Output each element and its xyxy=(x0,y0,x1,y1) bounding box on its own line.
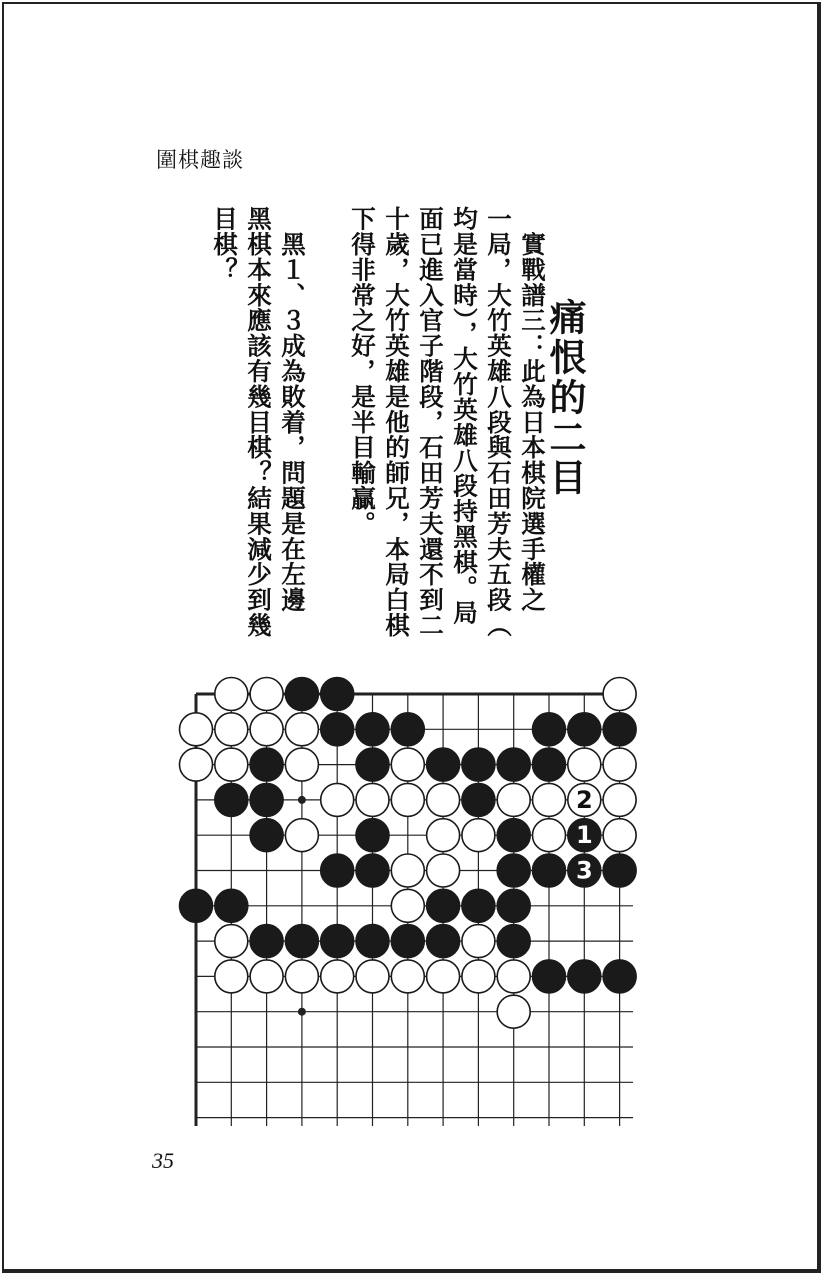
white-stone xyxy=(321,960,354,993)
white-stone xyxy=(603,819,636,852)
move-number-label: 2 xyxy=(575,785,593,814)
black-stone xyxy=(321,854,354,887)
white-stone xyxy=(427,783,460,816)
article-title: 痛恨的二目 xyxy=(543,298,586,498)
black-stone xyxy=(250,748,283,781)
white-stone xyxy=(427,819,460,852)
white-stone xyxy=(603,748,636,781)
white-stone xyxy=(180,713,213,746)
paragraph-2-column: 黑１、３成為敗着，問題是在左邊 xyxy=(278,206,307,613)
black-stone xyxy=(285,925,318,958)
white-stone xyxy=(391,960,424,993)
black-stone xyxy=(533,854,566,887)
star-point xyxy=(298,796,306,804)
black-stone xyxy=(285,678,318,711)
white-stone xyxy=(533,819,566,852)
white-stone xyxy=(250,960,283,993)
white-stone xyxy=(285,748,318,781)
black-stone xyxy=(215,783,248,816)
black-stone xyxy=(497,819,530,852)
black-stone xyxy=(568,960,601,993)
white-stone xyxy=(497,995,530,1028)
white-stone xyxy=(215,925,248,958)
white-stone xyxy=(215,713,248,746)
page-number: 35 xyxy=(152,1148,174,1173)
move-labels xyxy=(576,786,593,885)
black-stone xyxy=(603,713,636,746)
black-stone xyxy=(391,925,424,958)
black-stone xyxy=(462,783,495,816)
black-stone xyxy=(497,748,530,781)
paragraph-2-column: 黑棋本來應該有幾目棋？結果減少到幾 xyxy=(244,206,273,638)
star-point xyxy=(298,1008,306,1016)
white-stone xyxy=(391,748,424,781)
black-stone xyxy=(250,819,283,852)
white-stone xyxy=(215,748,248,781)
black-stone xyxy=(568,713,601,746)
black-stone xyxy=(603,960,636,993)
black-stone xyxy=(497,925,530,958)
black-stone xyxy=(497,854,530,887)
black-stone xyxy=(356,713,389,746)
move-number-label: 1 xyxy=(575,821,593,850)
white-stone xyxy=(568,748,601,781)
white-stone xyxy=(391,854,424,887)
black-stone xyxy=(356,748,389,781)
white-stone xyxy=(603,678,636,711)
white-stone xyxy=(497,960,530,993)
white-stone xyxy=(427,854,460,887)
white-stone xyxy=(462,960,495,993)
white-stone xyxy=(180,748,213,781)
white-stone xyxy=(250,713,283,746)
black-stone xyxy=(250,925,283,958)
move-number-label: 3 xyxy=(575,856,593,885)
black-stone xyxy=(250,783,283,816)
running-head: 圍棋趣談 xyxy=(156,148,244,172)
black-stone xyxy=(603,854,636,887)
black-stone xyxy=(321,678,354,711)
white-stone xyxy=(250,678,283,711)
white-stone xyxy=(321,783,354,816)
black-stone xyxy=(356,819,389,852)
white-stone xyxy=(462,819,495,852)
black-stone xyxy=(427,925,460,958)
black-stone xyxy=(533,748,566,781)
black-stone xyxy=(356,854,389,887)
white-stone xyxy=(285,819,318,852)
black-stone xyxy=(321,713,354,746)
black-stone xyxy=(215,889,248,922)
black-stone xyxy=(462,748,495,781)
white-stone xyxy=(391,783,424,816)
white-stone xyxy=(497,783,530,816)
white-stone xyxy=(285,713,318,746)
black-stone xyxy=(462,889,495,922)
paragraph-1-column: 十歲，大竹英雄是他的師兄，本局白棋 xyxy=(382,206,411,638)
white-stone xyxy=(285,960,318,993)
black-stone xyxy=(533,960,566,993)
paragraph-2-column: 目棋？ xyxy=(210,206,239,283)
white-stone xyxy=(215,678,248,711)
paragraph-1-column: 面已進入官子階段，石田芳夫還不到二 xyxy=(416,206,445,638)
black-stone xyxy=(180,889,213,922)
white-stone xyxy=(462,925,495,958)
paragraph-1-column: 下得非常之好，是半目輸贏。 xyxy=(348,206,377,537)
black-stone xyxy=(533,713,566,746)
white-stone xyxy=(215,960,248,993)
white-stone xyxy=(391,889,424,922)
black-stone xyxy=(427,889,460,922)
paragraph-1-column: 均是當時），大竹英雄八段持黑棋。局 xyxy=(450,206,479,626)
paragraph-1-column: 實戰譜三：此為日本棋院選手權之 xyxy=(518,206,547,613)
black-stone xyxy=(356,925,389,958)
black-stone xyxy=(427,748,460,781)
black-stone xyxy=(321,925,354,958)
black-stone xyxy=(391,713,424,746)
white-stone xyxy=(533,783,566,816)
white-stone xyxy=(356,783,389,816)
white-stone xyxy=(427,960,460,993)
black-stone xyxy=(497,889,530,922)
white-stone xyxy=(603,783,636,816)
paragraph-1-column: 一局，大竹英雄八段與石田芳夫五段（ xyxy=(484,206,513,638)
white-stone xyxy=(356,960,389,993)
